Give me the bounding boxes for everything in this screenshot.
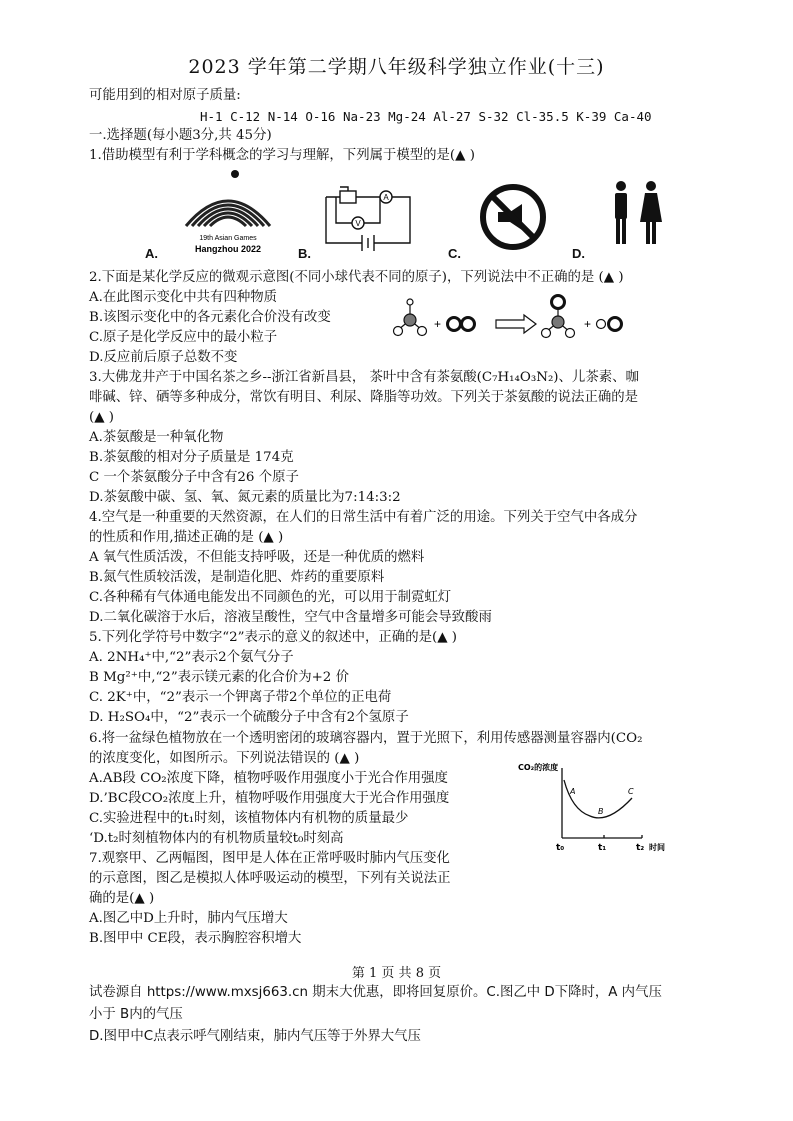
ammeter-label: A (383, 193, 389, 202)
q2-stem: 2.下面是某化学反应的微观示意图(不同小球代表不同的原子)，下列说法中不正确的是 (▲ ) (89, 270, 624, 285)
q6-option-b: D.’BC段CO₂浓度上升，植物呼吸作用强度大于光合作用强度 (89, 791, 450, 806)
q3-stem-1: 3.大佛龙井产于中国名茶之乡--浙江省新昌县， 茶叶中含有茶氨酸(C₇H₁₄O₃N₂)、儿茶素、咖 (89, 370, 639, 385)
q4-option-b: B.氮气性质较活泼，是制造化肥、炸药的重要原料 (89, 570, 385, 585)
q7-option-a: A.图乙中D上升时，肺内气压增大 (89, 911, 288, 926)
q4-stem-1: 4.空气是一种重要的天然资源，在人们的日常生活中有着广泛的用途。下列关于空气中各成分 (89, 510, 638, 525)
restroom-people-icon (606, 180, 666, 248)
q6-stem-2: 的浓度变化，如图所示。下列说法错误的 (▲ ) (89, 751, 360, 766)
q6-option-c: C.实验进程中的t₁时刻，该植物体内有机物的质量最少 (89, 811, 409, 826)
q5-stem: 5.下列化学符号中数字“2”表示的意义的叙述中，正确的是(▲ ) (89, 630, 457, 645)
section-heading: 一.选择题(每小题3分,共 45分) (89, 128, 272, 143)
q4-option-d: D.二氧化碳溶于水后，溶液呈酸性，空气中含量增多可能会导致酸雨 (89, 610, 492, 625)
q3-stem-3: (▲ ) (89, 410, 115, 425)
q1-option-a: A. (145, 246, 158, 261)
q6-option-a: A.AB段 CO₂浓度下降，植物呼吸作用强度小于光合作用强度 (89, 771, 448, 786)
no-horn-sign-icon (478, 182, 548, 252)
q7-stem-2: 的示意图，图乙是模拟人体呼吸运动的模型，下列有关说法正 (89, 871, 451, 886)
q3-option-c: C 一个茶氨酸分子中含有26 个原子 (89, 470, 299, 485)
q1-option-b: B. (298, 246, 311, 261)
svg-text:+: + (434, 317, 442, 331)
logo-text-1: 19th Asian Games (199, 235, 257, 242)
q3-option-d: D.茶氨酸中碳、氢、氧、氮元素的质量比为7:14:3:2 (89, 490, 401, 505)
q2-option-d: D.反应前后原子总数不变 (89, 350, 238, 365)
q2-option-b: B.该图示变化中的各元素化合价没有改变 (89, 310, 331, 325)
chart-point-a: A (570, 787, 576, 796)
footer-line-1: 试卷源自 https://www.mxsj663.cn 期末大优惠，即将回复原价。C.图乙中 D下降时，A 内气压 (89, 985, 662, 1000)
chart-point-c: C (628, 787, 634, 796)
footer-line-2: 小于 B内的气压 (89, 1007, 183, 1022)
chart-tick-t0: t₀ (556, 843, 565, 853)
footer-line-3: D.图甲中C点表示呼气刚结束，肺内气压等于外界大气压 (89, 1029, 421, 1044)
q3-option-a: A.茶氨酸是一种氧化物 (89, 430, 224, 445)
asian-games-logo (178, 168, 278, 260)
q2-option-c: C.原子是化学反应中的最小粒子 (89, 330, 278, 345)
q5-option-b: B Mg²⁺中,“2”表示镁元素的化合价为+2 价 (89, 670, 349, 685)
chart-tick-t2: t₂ (636, 843, 645, 853)
chart-point-b: B (598, 807, 604, 816)
atomic-masses: H-1 C-12 N-14 O-16 Na-23 Mg-24 Al-27 S-32 Cl-35.5 K-39 Ca-40 (200, 109, 652, 124)
co2-concentration-chart (512, 758, 677, 854)
q5-option-a: A. 2NH₄⁺中,“2”表示2个氨气分子 (89, 650, 294, 665)
q7-stem-1: 7.观察甲、乙两幅图，图甲是人体在正常呼吸时肺内气压变化 (89, 851, 450, 866)
q2-option-a: A.在此图示变化中共有四种物质 (89, 290, 278, 305)
reaction-diagram (388, 294, 633, 346)
q3-stem-2: 啡碱、锌、硒等多种成分，常饮有明目、利尿、降脂等功效。下列关于茶氨酸的说法正确的是 (89, 390, 639, 405)
q1-option-c: C. (448, 246, 461, 261)
intro-text: 可能用到的相对原子质量: (89, 88, 241, 103)
q6-stem-1: 6.将一盆绿色植物放在一个透明密闭的玻璃容器内，置于光照下，利用传感器测量容器内(CO₂ (89, 731, 643, 746)
q5-option-c: C. 2K⁺中，“2”表示一个钾离子带2个单位的正电荷 (89, 690, 392, 705)
q4-stem-2: 的性质和作用,描述正确的是 (▲ ) (89, 530, 284, 545)
chart-tick-t1: t₁ (598, 843, 607, 853)
page-title: 2023 学年第二学期八年级科学独立作业(十三) (188, 56, 605, 78)
chart-ylabel: CO₂的浓度 (518, 763, 559, 772)
circuit-diagram (318, 183, 418, 251)
svg-text:+: + (584, 317, 592, 331)
q7-option-b: B.图甲中 CE段，表示胸腔容积增大 (89, 931, 302, 946)
q1-stem: 1.借助模型有利于学科概念的学习与理解，下列属于模型的是(▲ ) (89, 148, 475, 163)
chart-xlabel: 时间 (649, 843, 665, 852)
q1-option-d: D. (572, 246, 585, 261)
q3-option-b: B.茶氨酸的相对分子质量是 174克 (89, 450, 294, 465)
voltmeter-label: V (355, 219, 361, 228)
q4-option-c: C.各种稀有气体通电能发出不同颜色的光，可以用于制霓虹灯 (89, 590, 452, 605)
q4-option-a: A 氧气性质活泼，不但能支持呼吸，还是一种优质的燃料 (89, 550, 425, 565)
q7-stem-3: 确的是(▲ ) (89, 891, 155, 906)
q5-option-d: D. H₂SO₄中，“2”表示一个硫酸分子中含有2个氢原子 (89, 710, 409, 725)
q6-option-d: ‘D.t₂时刻植物体内的有机物质量较t₀时刻高 (89, 831, 344, 846)
page-number: 第 1 页 共 8 页 (351, 966, 442, 981)
logo-text-2: Hangzhou 2022 (194, 244, 262, 254)
